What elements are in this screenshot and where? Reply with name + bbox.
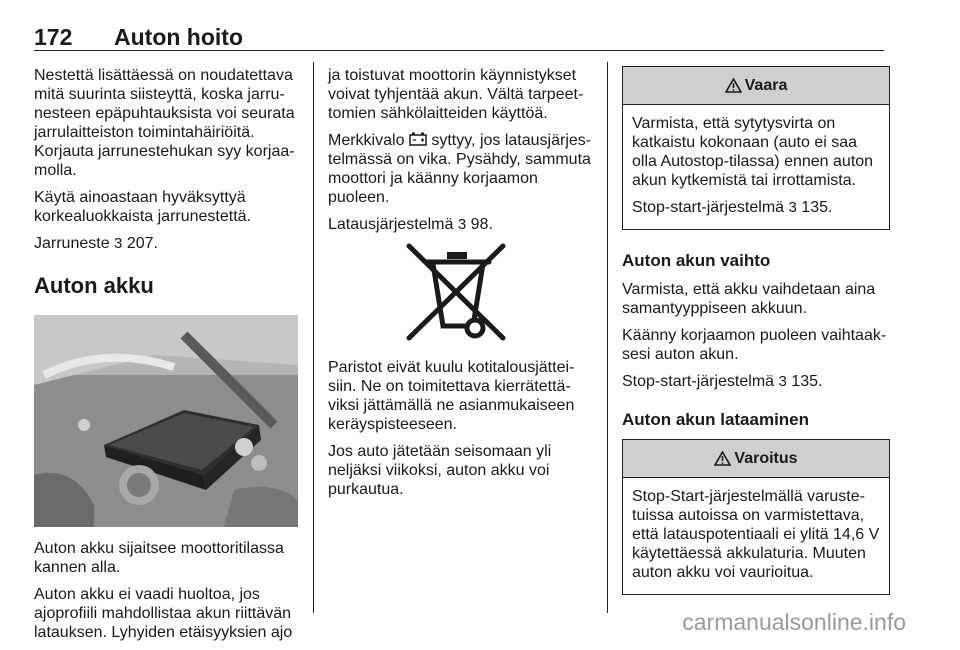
danger-box — [622, 66, 890, 230]
page-title: Auton hoito — [114, 24, 244, 50]
danger-box-title: Vaara — [744, 77, 788, 94]
paragraph-recycling: Paristot eivät kuulu kotitalousjätteisiin. Ne on toimitettava kierrätettäviksi jättämällä ne asianmukaiseen keräyspisteeseen. — [328, 359, 575, 433]
heading-battery-charging: Auton akun lataaminen — [622, 410, 810, 429]
paragraph-same-type: Varmista, että akku vaihdetaan aina samantyyppiseen akkuun. — [622, 281, 876, 317]
paragraph-warning-light: Merkkivalo syttyy, jos latausjärjestelmässä on vika. Pysähdy, sammuta moottori ja käänny korjaamon puoleen. — [328, 132, 592, 206]
battery-engine-bay-photo — [34, 315, 298, 527]
paragraph-workshop: Käänny korjaamon puoleen vaihtaaksesi auton akun. — [622, 327, 887, 363]
warning-box-header — [623, 440, 889, 478]
paragraph-discharge: ja toistuvat moottorin käynnistykset voivat tyhjentää akun. Vältä tarpeettomien sähkölaitteiden käyttöä. — [328, 67, 584, 122]
column-2 — [328, 66, 596, 507]
xref-page: 207. — [126, 235, 158, 252]
column-1 — [34, 66, 300, 650]
caption-battery-location: Auton akku sijaitsee moottoritilassa kannen alla. — [34, 540, 284, 576]
xref-arrow-icon: 3 — [114, 235, 123, 252]
watermark: carmanualsonline.info — [682, 609, 906, 635]
paragraph-approved-fluid: Käytä ainoastaan hyväksyttyä korkealuokkaista jarrunestettä. — [34, 189, 251, 225]
paragraph-maintenance-free: Auton akku ei vaadi huoltoa, jos ajoprofiili mahdollistaa akun riittävän latauksen. Lyhyiden etäisyyksien ajo — [34, 586, 293, 641]
xref-arrow-icon: 3 — [457, 216, 467, 233]
warning-box — [622, 439, 890, 595]
crossed-out-bin-icon — [403, 242, 509, 342]
xref-brake-fluid[interactable] — [34, 234, 300, 253]
paragraph-long-standstill: Jos auto jätetään seisomaan yli neljäksi viikoksi, auton akku voi purkautua. — [328, 443, 552, 498]
paragraph-brake-fluid-cleanliness: Nestettä lisättäessä on noudatettava mitä suurinta siisteyttä, koska jarrunesteen epäpuhtauksista voi seurata jarrulaitteiston toimintahäiriöitä. Korjauta jarrunestehukan syy korjaamolla. — [34, 67, 295, 179]
column-divider-1 — [313, 62, 314, 613]
warning-triangle-icon — [725, 78, 742, 93]
danger-box-text: Varmista, että sytytysvirta on katkaistu kokonaan (auto ei saa olla Autostop-tilassa) ennen auton akun kytkemistä tai irrottamista. — [632, 115, 874, 189]
xref-arrow-icon: 3 — [778, 373, 787, 390]
danger-box-header — [623, 67, 889, 105]
warning-box-title: Varoitus — [734, 450, 798, 467]
xref-arrow-icon: 3 — [788, 199, 797, 216]
battery-warning-icon — [409, 132, 427, 146]
page-number: 172 — [34, 24, 73, 50]
warning-box-text: Stop-Start-järjestelmällä varustetuissa autoissa on varmistettava, että latauspotentiaali ei ylitä 14,6 V käytettäessä akkulaturia. Muuten auton akku voi vaurioitua. — [632, 488, 880, 581]
xref-charging-system[interactable]: Latausjärjestelmä 3 98. — [328, 216, 493, 233]
column-divider-2 — [607, 62, 608, 613]
xref-label: Jarruneste — [34, 235, 115, 252]
xref-stop-start-2[interactable]: Stop-start-järjestelmä 3 135. — [622, 373, 823, 390]
page-header — [34, 18, 884, 51]
column-3 — [622, 66, 890, 595]
heading-battery-replacement: Auton akun vaihto — [622, 251, 771, 270]
warning-triangle-icon — [714, 451, 731, 466]
xref-stop-start[interactable]: Stop-start-järjestelmä 3 135. — [632, 199, 833, 216]
section-heading-battery: Auton akku — [34, 273, 154, 298]
